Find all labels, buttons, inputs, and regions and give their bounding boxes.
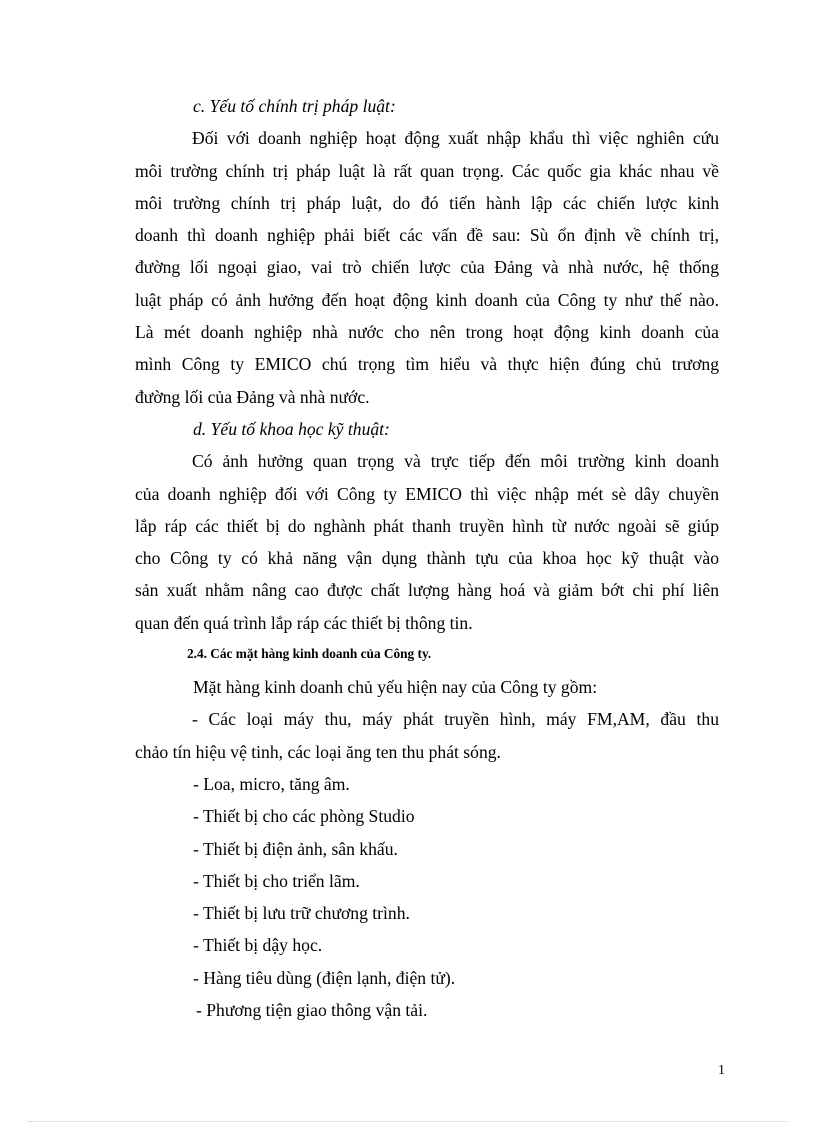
section-c-title: c. Yếu tố chính trị pháp luật: <box>193 96 396 116</box>
document-body <box>135 90 719 1026</box>
paragraph-line: sản xuất nhằm nâng cao được chất lượng hàng hoá và giảm bớt chi phí liên <box>135 580 719 601</box>
paragraph-line: đường lối của Đảng và nhà nước. <box>135 386 370 407</box>
paragraph-line: môi trường chính trị pháp luật là rất quan trọng. Các quốc gia khác nhau về <box>135 160 719 181</box>
page-bottom-divider <box>28 1121 788 1122</box>
paragraph-line: môi trường chính trị pháp luật, do đó tiến hành lập các chiến lược kinh <box>135 192 719 213</box>
list-item: - Phương tiện giao thông vận tải. <box>196 1000 428 1021</box>
list-item: - Loa, micro, tăng âm. <box>193 773 350 794</box>
page-number: 1 <box>718 1063 725 1078</box>
paragraph-line: Là mét doanh nghiệp nhà nước cho nên trong hoạt động kinh doanh của <box>135 322 719 343</box>
paragraph-line: mình Công ty EMICO chú trọng tìm hiểu và thực hiện đúng chủ trương <box>135 354 719 375</box>
section-d-title: d. Yếu tố khoa học kỹ thuật: <box>193 418 390 439</box>
paragraph-line: của doanh nghiệp đối với Công ty EMICO thì việc nhập mét sè dây chuyền <box>135 483 719 504</box>
paragraph-line: quan đến quá trình lắp ráp các thiết bị thông tin. <box>135 612 473 633</box>
list-item-continuation: chảo tín hiệu vệ tinh, các loại ăng ten thu phát sóng. <box>135 741 501 762</box>
list-item: - Hàng tiêu dùng (điện lạnh, điện tử). <box>193 967 456 988</box>
list-item: - Thiết bị cho các phòng Studio <box>193 806 415 827</box>
list-item: - Thiết bị dậy học. <box>193 935 323 956</box>
list-item: - Thiết bị lưu trữ chương trình. <box>193 903 410 924</box>
list-intro: Mặt hàng kinh doanh chủ yếu hiện nay của Công ty gồm: <box>193 677 598 698</box>
section-2-4-heading: 2.4. Các mặt hàng kinh doanh của Công ty. <box>187 646 432 662</box>
paragraph-line: doanh thì doanh nghiệp phải biết các vấn đề sau: Sù ổn định về chính trị, <box>135 225 719 246</box>
paragraph-line: đường lối ngoại giao, vai trò chiến lược của Đảng và nhà nước, hệ thống <box>135 257 719 278</box>
paragraph-line: luật pháp có ảnh hưởng đến hoạt động kinh doanh của Công ty như thế nào. <box>135 289 719 310</box>
list-item: - Các loại máy thu, máy phát truyền hình, máy FM,AM, đầu thu <box>192 709 719 730</box>
list-item: - Thiết bị cho triển lãm. <box>193 870 360 891</box>
paragraph-line: Đối với doanh nghiệp hoạt động xuất nhập khẩu thì việc nghiên cứu <box>192 128 719 149</box>
paragraph-line: Có ảnh hưởng quan trọng và trực tiếp đến môi trường kinh doanh <box>192 451 719 472</box>
paragraph-line: lắp ráp các thiết bị do nghành phát thanh truyền hình từ nước ngoài sẽ giúp <box>135 515 719 536</box>
paragraph-line: cho Công ty có khả năng vận dụng thành tựu của khoa học kỹ thuật vào <box>135 548 719 569</box>
list-item: - Thiết bị điện ảnh, sân khấu. <box>193 838 398 859</box>
